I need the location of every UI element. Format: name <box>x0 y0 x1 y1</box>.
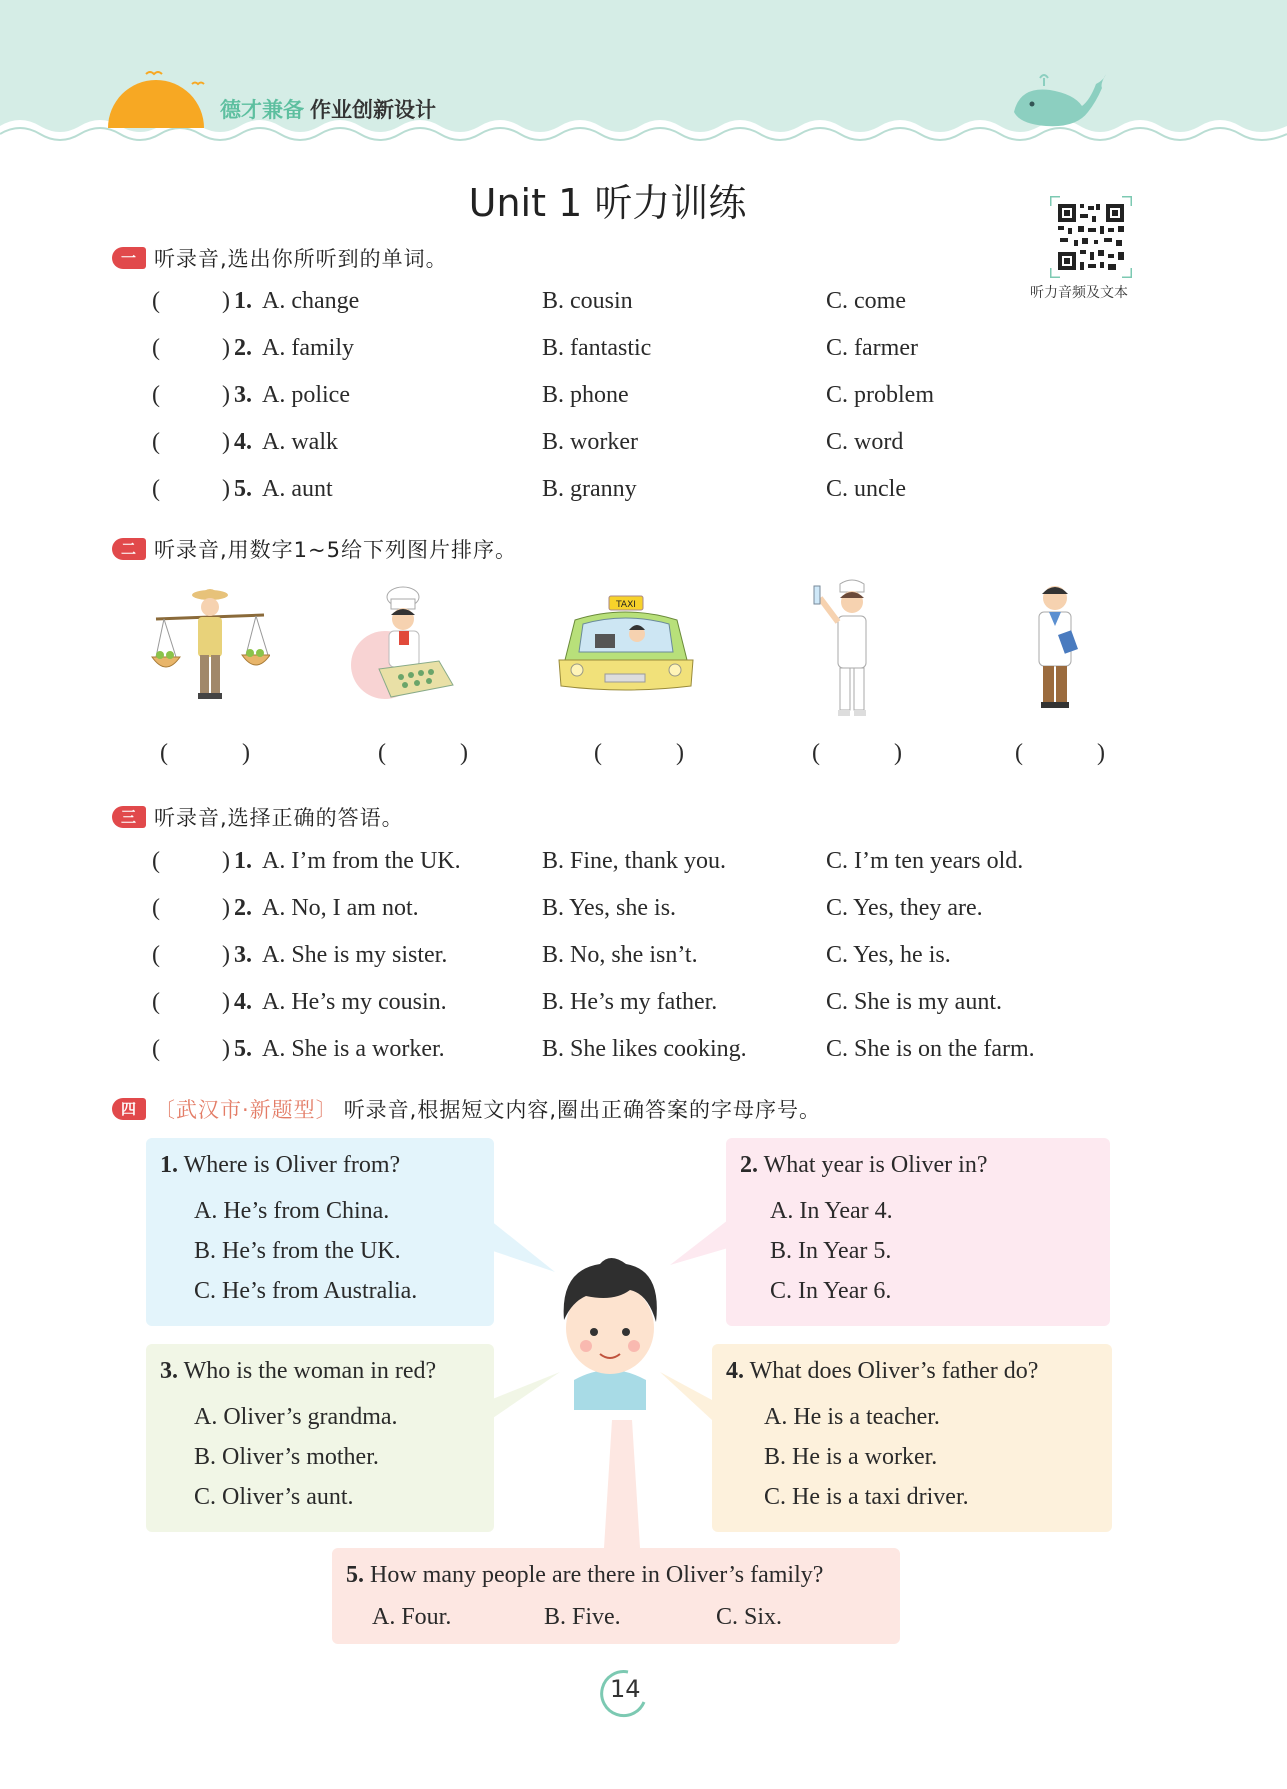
question-text <box>346 1562 823 1589</box>
question-number: 5. <box>234 476 252 502</box>
question-text <box>726 1358 1038 1385</box>
option-c: C. problem <box>826 382 934 408</box>
answer-bracket-5[interactable]: ( ) <box>1015 740 1105 766</box>
question-card-1 <box>146 1138 494 1326</box>
question-card-4 <box>712 1344 1112 1532</box>
answer-bracket-open[interactable]: ( <box>152 335 160 361</box>
question-number: 4. <box>234 989 252 1015</box>
option-c: C. Yes, they are. <box>826 895 983 921</box>
answer-option[interactable]: B. Oliver’s mother. <box>194 1444 379 1470</box>
section1-instruction: 听录音,选出你所听到的单词。 <box>154 247 448 271</box>
answer-option[interactable]: C. Six. <box>716 1604 783 1630</box>
answer-option[interactable]: A. Four. <box>372 1604 452 1630</box>
question-prompt: How many people are there in Oliver’s family? <box>370 1562 824 1588</box>
answer-bracket-2[interactable]: ( ) <box>378 740 468 766</box>
option-a: A. family <box>262 335 354 361</box>
question-number: 2. <box>234 335 252 361</box>
option-c: C. I’m ten years old. <box>826 848 1024 874</box>
question-number: 3. <box>234 382 252 408</box>
question-card-5 <box>332 1548 900 1644</box>
option-b: B. worker <box>542 429 638 455</box>
answer-option[interactable]: C. In Year 6. <box>770 1278 892 1304</box>
option-c: C. come <box>826 288 906 314</box>
question-number: 4. <box>234 429 252 455</box>
question-card-3 <box>146 1344 494 1532</box>
option-a: A. I’m from the UK. <box>262 848 461 874</box>
option-a: A. No, I am not. <box>262 895 419 921</box>
question-number: 5. <box>346 1562 364 1588</box>
question-prompt: Where is Oliver from? <box>183 1152 401 1178</box>
answer-option[interactable]: A. Oliver’s grandma. <box>194 1404 398 1430</box>
option-b: B. granny <box>542 476 637 502</box>
option-b: B. phone <box>542 382 629 408</box>
answer-bracket-close[interactable]: ) <box>222 895 230 921</box>
answer-bracket-1[interactable]: ( ) <box>160 740 250 766</box>
answer-option[interactable]: B. He’s from the UK. <box>194 1238 401 1264</box>
question-number: 3. <box>160 1358 178 1384</box>
section2-instruction: 听录音,用数字1~5给下列图片排序。 <box>154 538 517 562</box>
question-number: 4. <box>726 1358 744 1384</box>
oliver-avatar <box>550 1250 670 1410</box>
answer-bracket-close[interactable]: ) <box>222 429 230 455</box>
question-text <box>160 1358 436 1385</box>
section4-instruction: 听录音,根据短文内容,圈出正确答案的字母序号。 <box>343 1098 822 1122</box>
brand-green-text: 德才兼备 <box>220 98 304 122</box>
section2-badge: 二 <box>112 538 146 560</box>
question-number: 3. <box>234 942 252 968</box>
answer-bracket-open[interactable]: ( <box>152 848 160 874</box>
section4-tag: 〔武汉市·新题型〕 <box>154 1098 338 1122</box>
question-text <box>740 1152 988 1179</box>
page-number: 14 <box>610 1675 641 1703</box>
answer-bracket-close[interactable]: ) <box>222 1036 230 1062</box>
option-b: B. cousin <box>542 288 633 314</box>
section4-badge: 四 <box>112 1098 146 1120</box>
option-b: B. fantastic <box>542 335 652 361</box>
question-prompt: Who is the woman in red? <box>183 1358 437 1384</box>
question-prompt: What year is Oliver in? <box>763 1152 988 1178</box>
option-b: B. He’s my father. <box>542 989 718 1015</box>
question-prompt: What does Oliver’s father do? <box>749 1358 1039 1384</box>
option-c: C. farmer <box>826 335 918 361</box>
taxi-sign: TAXI <box>616 600 636 610</box>
answer-option[interactable]: B. He is a worker. <box>764 1444 938 1470</box>
section1-badge: 一 <box>112 247 146 269</box>
answer-bracket-close[interactable]: ) <box>222 942 230 968</box>
answer-bracket-close[interactable]: ) <box>222 288 230 314</box>
answer-bracket-open[interactable]: ( <box>152 429 160 455</box>
option-b: B. Fine, thank you. <box>542 848 726 874</box>
answer-option[interactable]: B. Five. <box>544 1604 621 1630</box>
option-c: C. word <box>826 429 904 455</box>
answer-bracket-close[interactable]: ) <box>222 382 230 408</box>
brand-dark-text: 作业创新设计 <box>310 98 436 122</box>
answer-option[interactable]: A. He’s from China. <box>194 1198 390 1224</box>
answer-bracket-open[interactable]: ( <box>152 1036 160 1062</box>
answer-bracket-4[interactable]: ( ) <box>812 740 902 766</box>
answer-bracket-3[interactable]: ( ) <box>594 740 684 766</box>
option-c: C. She is my aunt. <box>826 989 1003 1015</box>
option-a: A. aunt <box>262 476 333 502</box>
option-a: A. change <box>262 288 360 314</box>
answer-bracket-close[interactable]: ) <box>222 476 230 502</box>
answer-bracket-close[interactable]: ) <box>222 335 230 361</box>
question-text <box>160 1152 400 1179</box>
option-a: A. He’s my cousin. <box>262 989 447 1015</box>
question-number: 1. <box>160 1152 178 1178</box>
question-number: 2. <box>234 895 252 921</box>
question-card-2 <box>726 1138 1110 1326</box>
answer-bracket-close[interactable]: ) <box>222 848 230 874</box>
section3-instruction: 听录音,选择正确的答语。 <box>154 806 404 830</box>
answer-bracket-open[interactable]: ( <box>152 476 160 502</box>
option-a: A. walk <box>262 429 338 455</box>
answer-bracket-open[interactable]: ( <box>152 382 160 408</box>
answer-option[interactable]: B. In Year 5. <box>770 1238 892 1264</box>
question-number: 5. <box>234 1036 252 1062</box>
option-b: B. Yes, she is. <box>542 895 677 921</box>
section3-badge: 三 <box>112 806 146 828</box>
option-b: B. No, she isn’t. <box>542 942 698 968</box>
question-number: 2. <box>740 1152 758 1178</box>
option-c: C. uncle <box>826 476 906 502</box>
qr-caption: 听力音频及文本 <box>1030 285 1128 301</box>
answer-bracket-open[interactable]: ( <box>152 942 160 968</box>
answer-bracket-open[interactable]: ( <box>152 288 160 314</box>
answer-option[interactable]: C. Oliver’s aunt. <box>194 1484 354 1510</box>
option-a: A. police <box>262 382 350 408</box>
answer-bracket-open[interactable]: ( <box>152 895 160 921</box>
answer-option[interactable]: C. He is a taxi driver. <box>764 1484 969 1510</box>
page-title: Unit 1 听力训练 <box>468 181 747 225</box>
option-c: C. She is on the farm. <box>826 1036 1035 1062</box>
answer-option[interactable]: A. He is a teacher. <box>764 1404 940 1430</box>
answer-option[interactable]: C. He’s from Australia. <box>194 1278 418 1304</box>
answer-bracket-close[interactable]: ) <box>222 989 230 1015</box>
answer-option[interactable]: A. In Year 4. <box>770 1198 893 1224</box>
answer-bracket-open[interactable]: ( <box>152 989 160 1015</box>
option-b: B. She likes cooking. <box>542 1036 747 1062</box>
option-a: A. She is my sister. <box>262 942 448 968</box>
option-a: A. She is a worker. <box>262 1036 445 1062</box>
question-number: 1. <box>234 848 252 874</box>
question-number: 1. <box>234 288 252 314</box>
option-c: C. Yes, he is. <box>826 942 951 968</box>
